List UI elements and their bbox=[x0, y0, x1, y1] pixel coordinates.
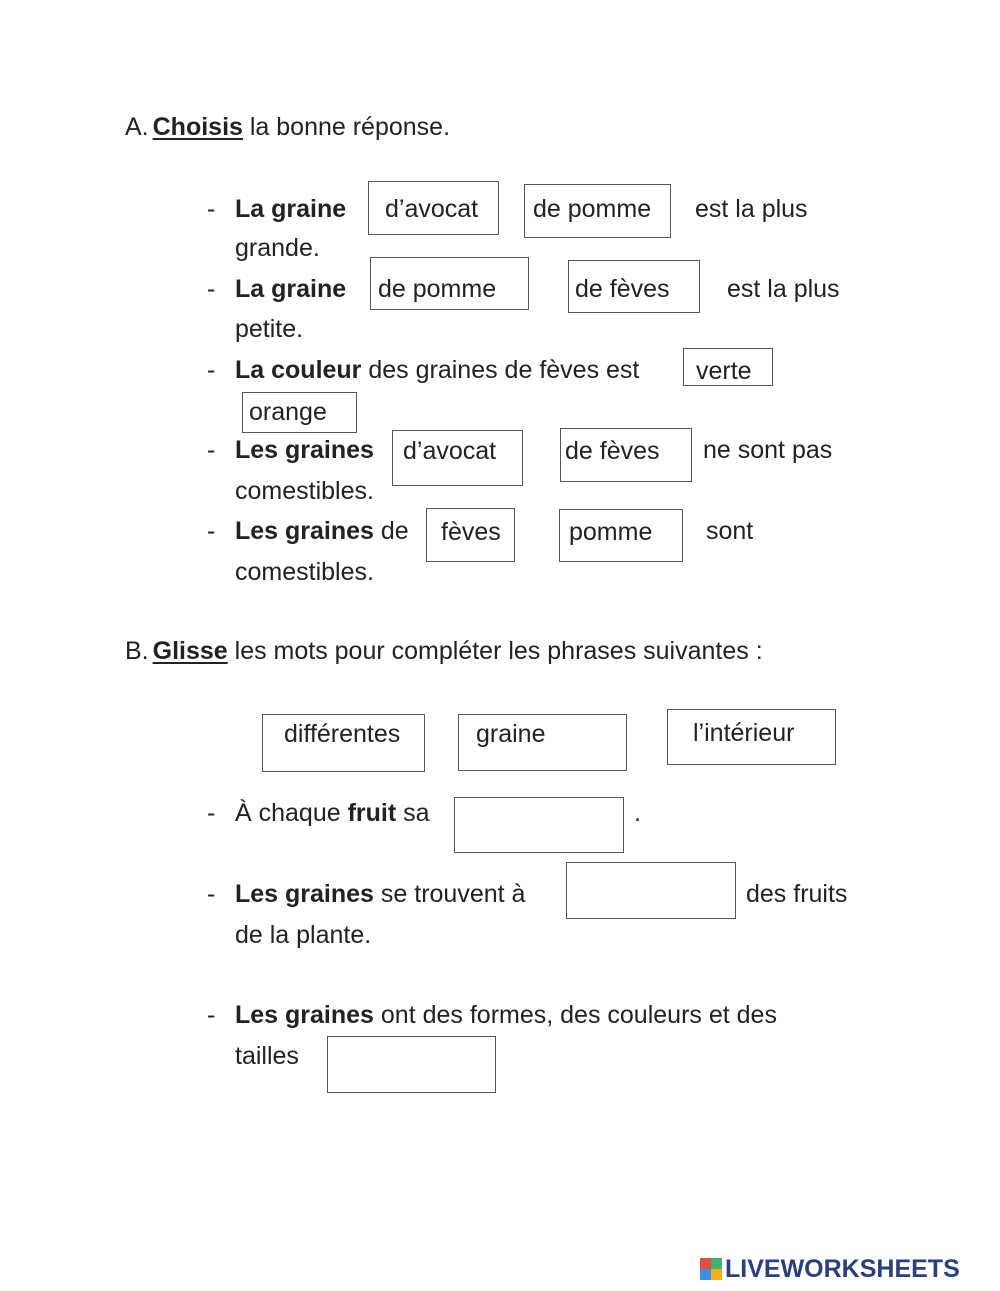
item-a1-after: est la plus bbox=[695, 195, 808, 223]
item-a4-cont: comestibles. bbox=[235, 477, 374, 505]
item-b1-text: sa bbox=[396, 799, 430, 827]
item-b3-text: ont des formes, des couleurs et des bbox=[373, 1001, 777, 1029]
section-a-title-rest: la bonne réponse. bbox=[242, 113, 451, 141]
item-a2-after: est la plus bbox=[727, 275, 840, 303]
item-a3-text: des graines de fèves est bbox=[361, 356, 640, 384]
liveworksheets-logo bbox=[700, 1255, 960, 1283]
item-b3-line bbox=[235, 1003, 777, 1028]
option-label: fèves bbox=[441, 518, 501, 546]
item-b1-bold: fruit bbox=[347, 799, 397, 827]
item-a3-option-1[interactable] bbox=[683, 348, 773, 386]
item-a4-bold: Les graines bbox=[235, 436, 374, 464]
word-bank-item-graine[interactable] bbox=[458, 714, 627, 771]
item-b1-drop-zone[interactable] bbox=[454, 797, 624, 853]
item-a5-line bbox=[235, 519, 409, 544]
word-label: différentes bbox=[284, 720, 401, 748]
section-b-title-rest: les mots pour compléter les phrases suivantes : bbox=[227, 637, 763, 665]
item-a4-option-1[interactable] bbox=[392, 430, 523, 486]
item-a3-bold: La couleur bbox=[235, 356, 362, 384]
item-b2-line bbox=[235, 882, 525, 907]
item-a5-cont: comestibles. bbox=[235, 558, 374, 586]
option-label: de fèves bbox=[565, 437, 660, 465]
item-a1-cont: grande. bbox=[235, 234, 320, 262]
section-b-heading bbox=[125, 639, 763, 664]
bullet: - bbox=[207, 275, 216, 303]
bullet: - bbox=[207, 436, 216, 464]
section-b-title-bold: Glisse bbox=[152, 637, 228, 665]
section-a-heading bbox=[125, 115, 450, 140]
item-a5-bold: Les graines bbox=[235, 517, 374, 545]
option-label: de pomme bbox=[533, 195, 652, 223]
item-a1-bold: La graine bbox=[235, 195, 347, 223]
word-bank-item-differentes[interactable] bbox=[262, 714, 425, 772]
section-b-letter: B. bbox=[125, 637, 149, 665]
item-b2-bold: Les graines bbox=[235, 880, 374, 908]
logo-square bbox=[711, 1258, 722, 1269]
word-bank-item-interieur[interactable] bbox=[667, 709, 836, 765]
item-a4-after: ne sont pas bbox=[703, 436, 833, 464]
bullet: - bbox=[207, 517, 216, 545]
option-label: de pomme bbox=[378, 275, 497, 303]
word-label: l’intérieur bbox=[693, 719, 795, 747]
item-b3-drop-zone[interactable] bbox=[327, 1036, 496, 1093]
option-label: verte bbox=[696, 357, 752, 385]
item-b1-pre: À chaque bbox=[235, 799, 348, 827]
item-b1-line bbox=[235, 801, 430, 826]
bullet: - bbox=[207, 195, 216, 223]
item-a5-option-1[interactable] bbox=[426, 508, 515, 562]
item-a3-option-2[interactable] bbox=[242, 392, 357, 433]
item-a2-option-1[interactable] bbox=[370, 257, 529, 310]
section-a-title-bold: Choisis bbox=[152, 113, 243, 141]
bullet: - bbox=[207, 356, 216, 384]
item-b1-after: . bbox=[634, 799, 641, 827]
option-label: d’avocat bbox=[403, 437, 497, 465]
item-a4-option-2[interactable] bbox=[560, 428, 692, 482]
logo-text: LIVEWORKSHEETS bbox=[725, 1254, 960, 1283]
logo-square bbox=[711, 1269, 722, 1280]
item-b2-text: se trouvent à bbox=[373, 880, 526, 908]
logo-square bbox=[700, 1258, 711, 1269]
item-a1-option-1[interactable] bbox=[368, 181, 499, 235]
item-a1-option-2[interactable] bbox=[524, 184, 671, 238]
item-b2-after: des fruits bbox=[746, 880, 848, 908]
option-label: orange bbox=[249, 398, 327, 426]
item-a2-cont: petite. bbox=[235, 315, 304, 343]
logo-square bbox=[700, 1269, 711, 1280]
item-a5-text: de bbox=[373, 517, 409, 545]
bullet: - bbox=[207, 1001, 216, 1029]
item-a3-line bbox=[235, 358, 639, 383]
option-label: pomme bbox=[569, 518, 653, 546]
item-b2-drop-zone[interactable] bbox=[566, 862, 736, 919]
item-a5-option-2[interactable] bbox=[559, 509, 683, 562]
bullet: - bbox=[207, 799, 216, 827]
logo-mark-icon bbox=[700, 1258, 722, 1280]
word-label: graine bbox=[476, 720, 546, 748]
item-a2-option-2[interactable] bbox=[568, 260, 700, 313]
option-label: de fèves bbox=[575, 275, 670, 303]
option-label: d’avocat bbox=[385, 195, 479, 223]
item-b3-cont: tailles bbox=[235, 1042, 299, 1070]
item-b3-bold: Les graines bbox=[235, 1001, 374, 1029]
item-a5-after: sont bbox=[706, 517, 754, 545]
section-a-letter: A. bbox=[125, 113, 149, 141]
item-b2-cont: de la plante. bbox=[235, 921, 372, 949]
item-a2-bold: La graine bbox=[235, 275, 347, 303]
bullet: - bbox=[207, 880, 216, 908]
